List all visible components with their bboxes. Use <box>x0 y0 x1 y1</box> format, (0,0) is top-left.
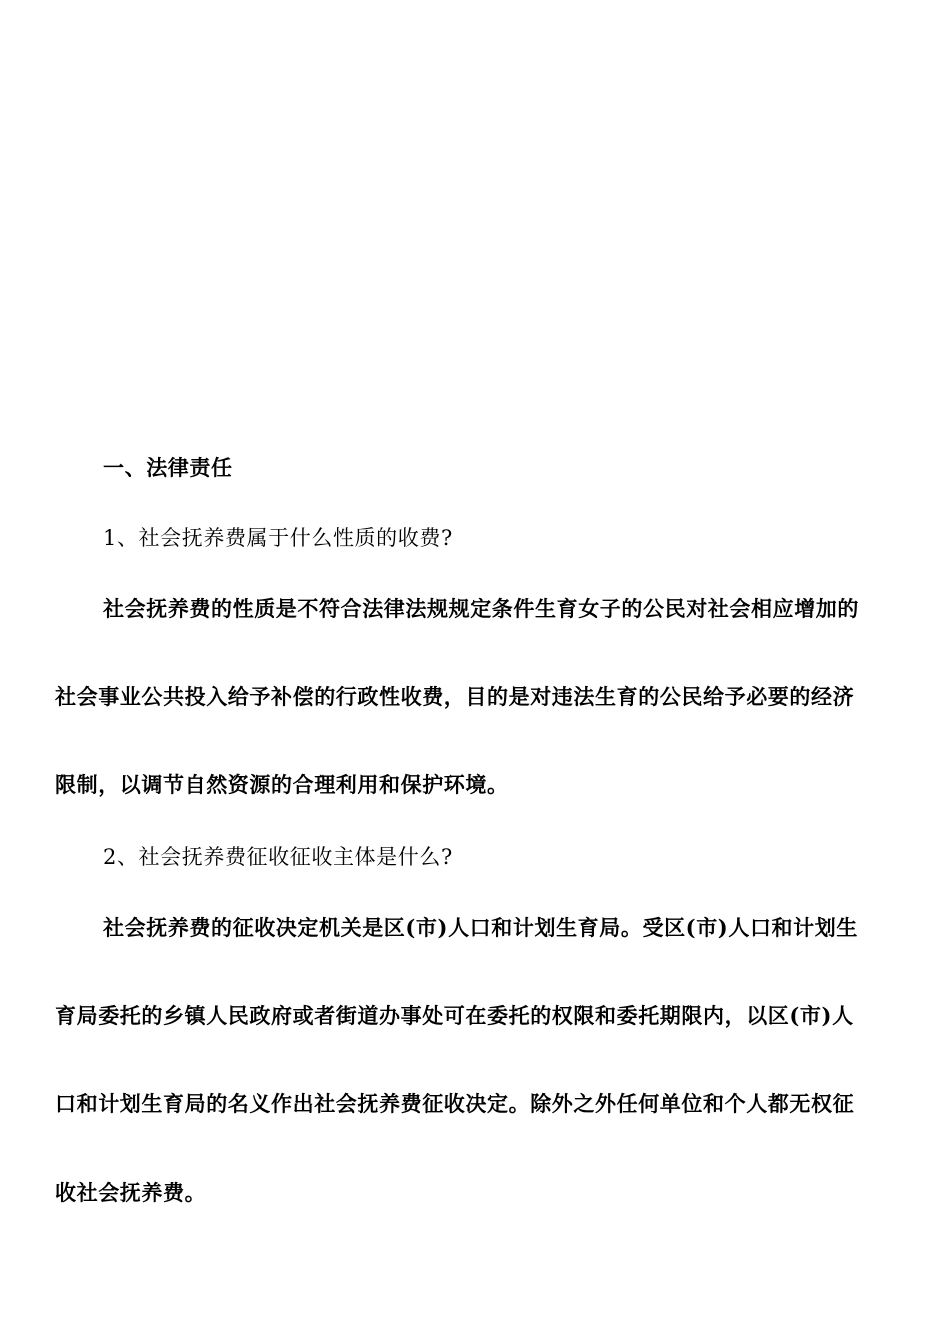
section-heading: 一、法律责任 <box>103 456 233 480</box>
answer-2-line-3: 口和计划生育局的名义作出社会抚养费征收决定。除外之外任何单位和个人都无权征 <box>55 1091 855 1116</box>
answer-2-line-1: 社会抚养费的征收决定机关是区(市)人口和计划生育局。受区(市)人口和计划生 <box>103 915 858 940</box>
answer-1-line-1: 社会抚养费的性质是不符合法律法规规定条件生育女子的公民对社会相应增加的 <box>103 596 859 621</box>
answer-1-line-2: 社会事业公共投入给予补偿的行政性收费，目的是对违法生育的公民给予必要的经济 <box>55 684 855 709</box>
answer-2-line-4: 收社会抚养费。 <box>55 1180 207 1205</box>
answer-2-line-2: 育局委托的乡镇人民政府或者街道办事处可在委托的权限和委托期限内，以区(市)人 <box>55 1003 854 1028</box>
answer-1-line-3: 限制，以调节自然资源的合理利用和保护环境。 <box>55 772 509 797</box>
question-2: 2、社会抚养费征收征收主体是什么? <box>103 845 453 869</box>
question-1: 1、社会抚养费属于什么性质的收费? <box>103 526 453 550</box>
